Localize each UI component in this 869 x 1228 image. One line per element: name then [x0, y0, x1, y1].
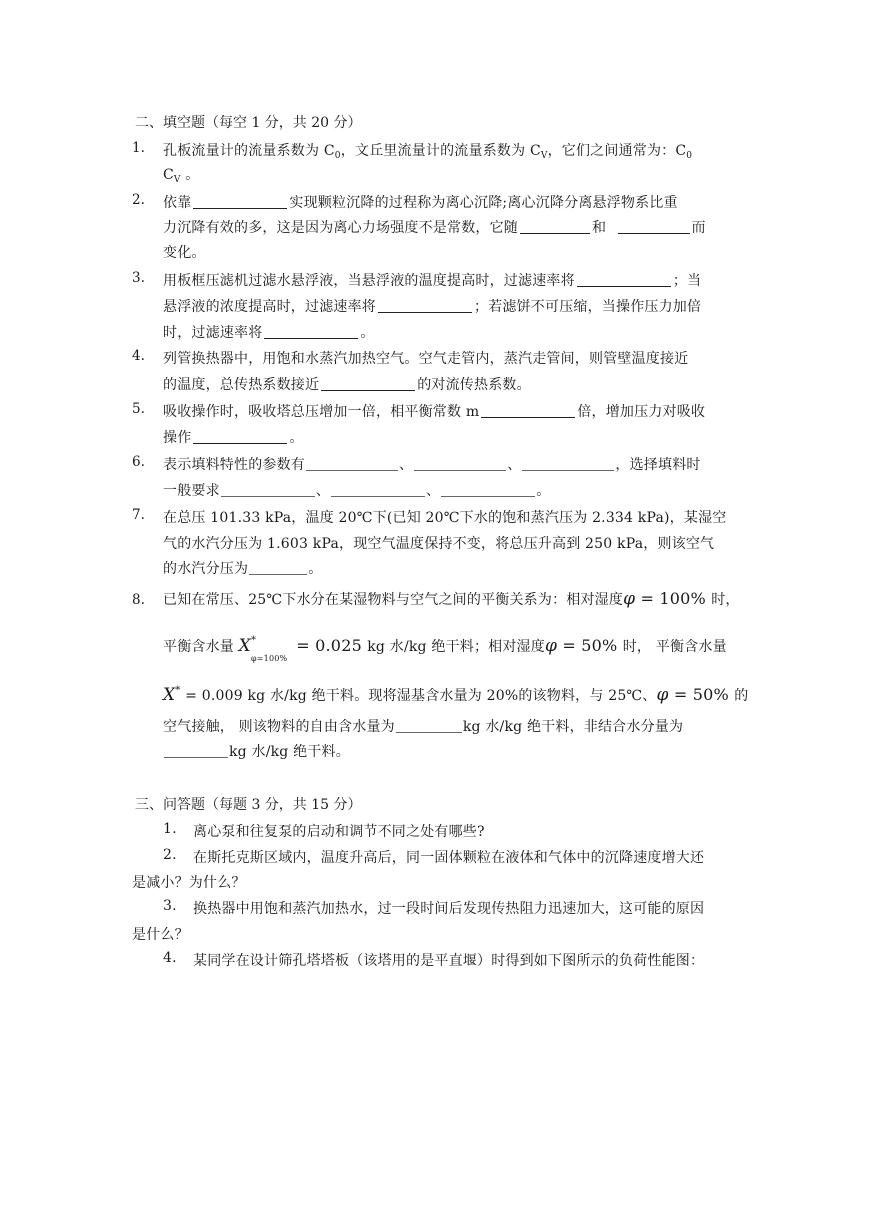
question-text: 表示填料特性的参数有 、 、 ，选择填料时 — [163, 457, 701, 473]
answer-blank[interactable] — [481, 403, 575, 418]
answer-blank[interactable] — [618, 219, 690, 234]
qa-question-text: 是什么？ — [132, 927, 189, 943]
answer-blank[interactable] — [522, 456, 614, 471]
answer-blank[interactable] — [414, 456, 506, 471]
math-phi: φ — [544, 636, 558, 656]
question-text: $C_V$ 。 — [163, 167, 200, 185]
question-number: 3. — [132, 270, 145, 286]
math-phi: φ — [656, 685, 669, 705]
answer-blank[interactable] — [520, 219, 590, 234]
section-heading-qa: 三、问答题（每题 3 分，共 15 分） — [135, 797, 362, 813]
question-text: kg 水/kg 绝干料。 — [163, 741, 350, 761]
answer-blank[interactable] — [331, 482, 425, 497]
question-text: 吸收操作时，吸收塔总压增加一倍，相平衡常数 m 倍，增加压力对吸收 — [163, 404, 706, 420]
question-text: 平衡含水量 X * φ=100% = 0.025 kg 水/kg 绝干料；相对湿度φ = 50% 时， 平衡含水量 — [163, 635, 727, 663]
answer-blank[interactable] — [396, 718, 462, 733]
question-text: 变化。 — [163, 245, 206, 261]
answer-blank[interactable] — [378, 298, 472, 313]
question-text: 依靠 实现颗粒沉降的过程称为离心沉降;离心沉降分离悬浮物系比重 — [163, 195, 678, 211]
math-phi: φ — [623, 589, 636, 609]
math-X: X — [238, 636, 251, 656]
question-number: 5. — [132, 401, 145, 417]
question-number: 7. — [132, 507, 145, 523]
question-number: 1. — [132, 140, 145, 156]
answer-blank[interactable] — [321, 376, 415, 391]
question-text: 操作 。 — [163, 430, 304, 446]
question-text: 空气接触， 则该物料的自由含水量为 kg 水/kg 绝干料，非结合水分量为 — [163, 719, 684, 735]
answer-blank[interactable] — [441, 482, 535, 497]
answer-blank[interactable] — [264, 324, 358, 339]
question-text: 用板框压滤机过滤水悬浮液，当悬浮液的温度提高时，过滤速率将 ；当 — [163, 273, 702, 289]
question-text: X* = 0.009 kg 水/kg 绝干料。现将湿基含水量为 20%的该物料，与 25℃、φ = 50% 的 — [163, 685, 749, 705]
qa-question-number: 4. — [163, 950, 177, 966]
qa-question-text: 是减小？为什么？ — [132, 875, 246, 891]
answer-blank[interactable] — [306, 456, 398, 471]
question-number: 8. — [132, 592, 145, 608]
qa-question-number: 1. — [163, 821, 177, 837]
question-text: 的水汽分压为 。 — [163, 561, 323, 577]
question-number: 2. — [132, 192, 145, 208]
section-heading-fill-in: 二、填空题（每空 1 分，共 20 分） — [135, 115, 362, 131]
question-text: 已知在常压、25℃下水分在某湿物料与空气之间的平衡关系为：相对湿度φ = 100% 时， — [163, 589, 740, 609]
answer-blank[interactable] — [193, 194, 287, 209]
qa-question-text: 在斯托克斯区域内，温度升高后，同一固体颗粒在液体和气体中的沉降速度增大还 — [193, 850, 705, 866]
question-text: 力沉降有效的多，这是因为离心力场强度不是常数，它随 和 而 — [163, 220, 706, 236]
question-number: 4. — [132, 348, 145, 364]
question-text: 一般要求 、 、 。 — [163, 483, 551, 499]
question-text: 气的水汽分压为 1.603 kPa，现空气温度保持不变，将总压升高到 250 kPa，则该空气 — [163, 536, 715, 552]
qa-question-number: 2. — [163, 847, 177, 863]
math-X: X — [163, 685, 176, 705]
question-text: 列管换热器中，用饱和水蒸汽加热空气。空气走管内，蒸汽走管间，则管壁温度接近 — [163, 351, 689, 367]
question-number: 6. — [132, 454, 145, 470]
answer-blank[interactable] — [577, 272, 671, 287]
answer-blank[interactable] — [193, 429, 287, 444]
answer-blank[interactable] — [221, 482, 315, 497]
question-text: 孔板流量计的流量系数为 $C_0$，文丘里流量计的流量系数为 $C_V$，它们之间通常为：$C_0$ — [163, 143, 693, 161]
answer-blank[interactable] — [249, 560, 307, 575]
answer-blank[interactable] — [164, 743, 228, 758]
qa-question-text: 某同学在设计筛孔塔塔板（该塔用的是平直堰）时得到如下图所示的负荷性能图： — [193, 953, 705, 969]
qa-question-number: 3. — [163, 898, 177, 914]
question-text: 在总压 101.33 kPa，温度 20℃下(已知 20℃下水的饱和蒸汽压为 2.334 kPa)，某湿空 — [163, 510, 727, 526]
qa-question-text: 换热器中用饱和蒸汽加热水，过一段时间后发现传热阻力迅速加大，这可能的原因 — [193, 901, 705, 917]
qa-question-text: 离心泵和往复泵的启动和调节不同之处有哪些? — [193, 824, 485, 840]
question-text: 悬浮液的浓度提高时，过滤速率将 ；若滤饼不可压缩，当操作压力加倍 — [163, 299, 702, 315]
question-text: 时，过滤速率将 。 — [163, 325, 375, 341]
question-text: 的温度，总传热系数接近 的对流传热系数。 — [163, 377, 531, 393]
